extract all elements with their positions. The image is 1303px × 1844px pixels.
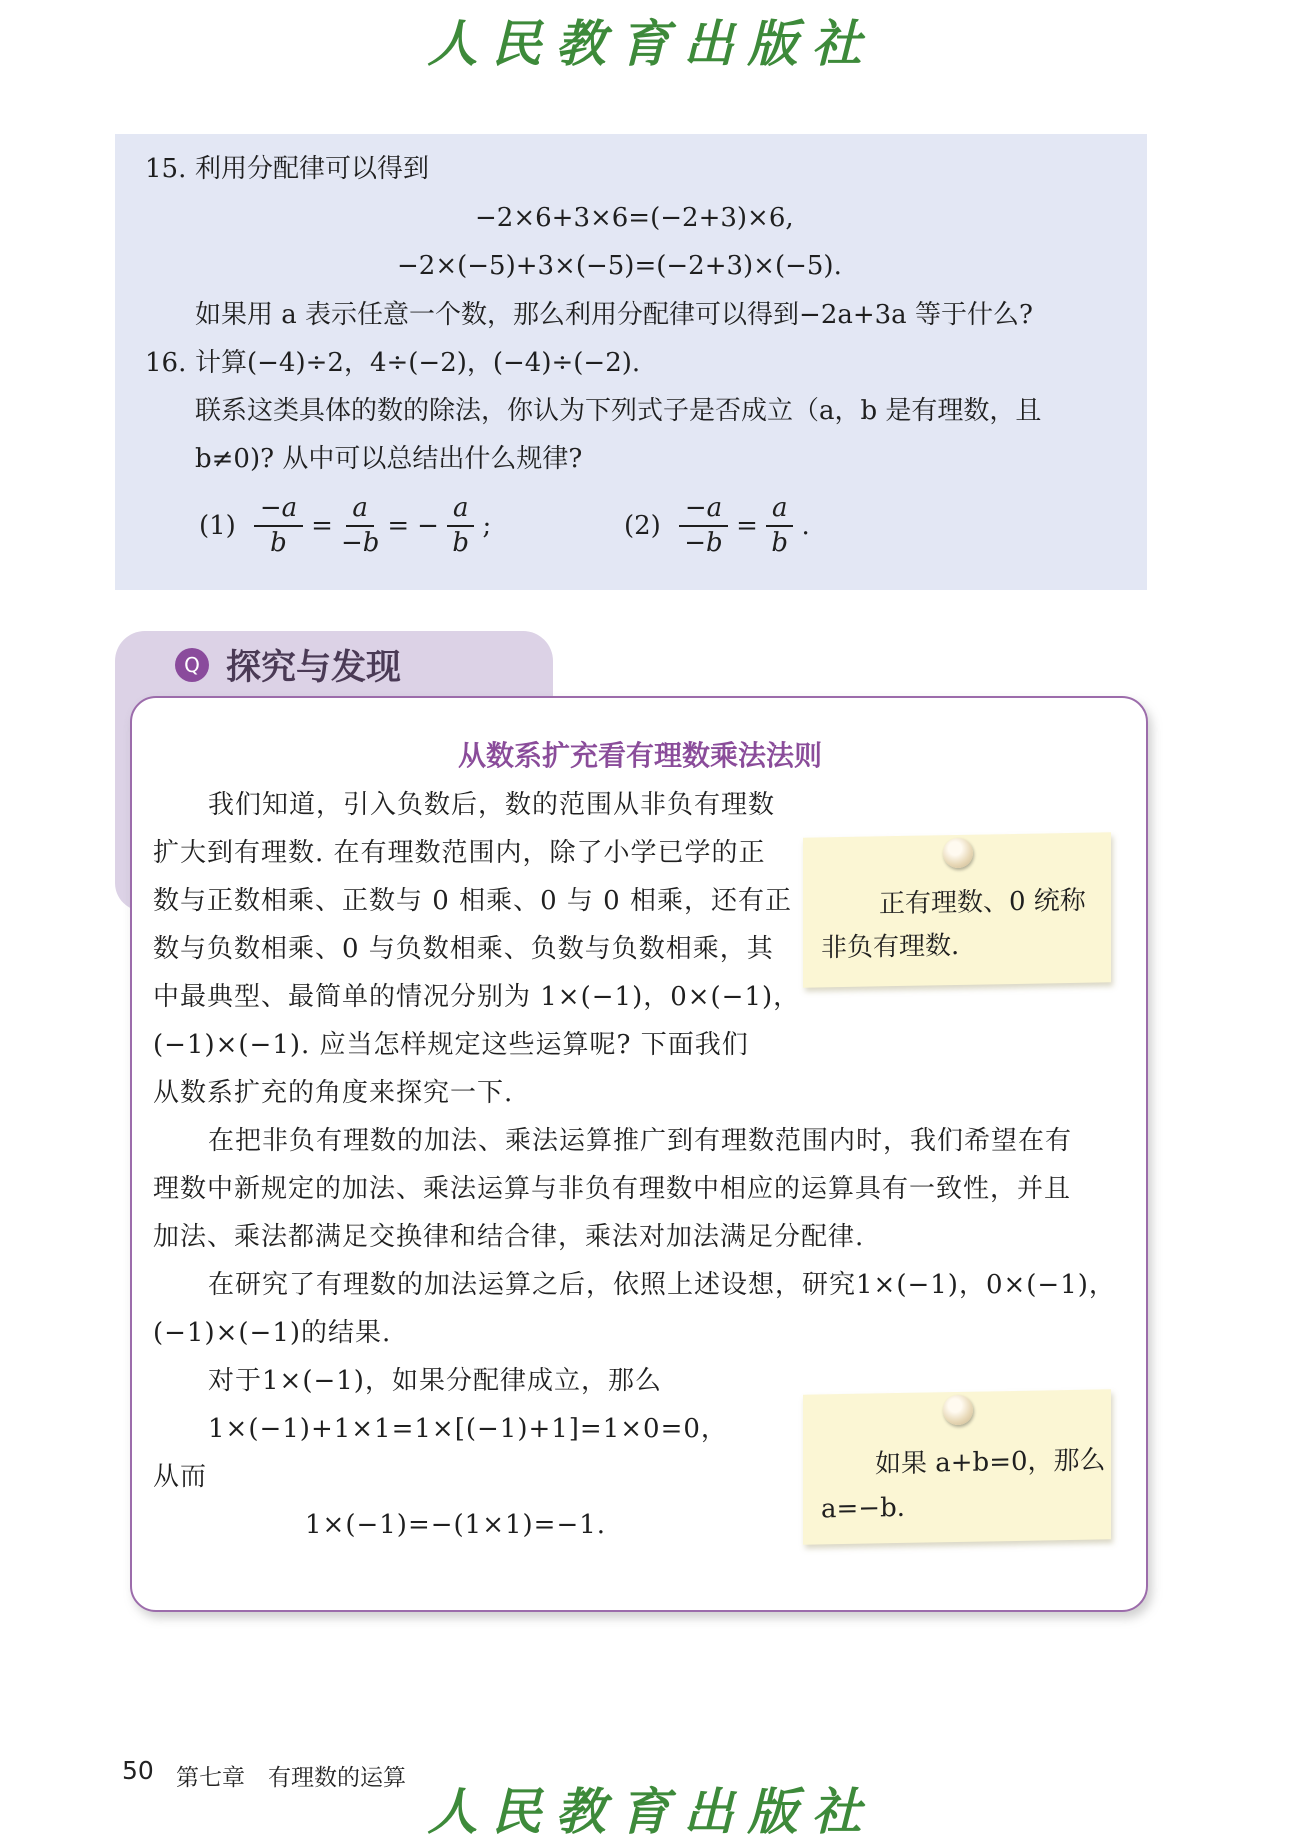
q16-formula-1: (1) $\frac{-a}{b}$ = $\frac{a}{-b}$ = − $\frac{a}{b}$ ; xyxy=(199,493,492,558)
fraction: $\frac{a}{-b}$ xyxy=(340,493,380,558)
q15-intro-line xyxy=(145,156,429,182)
exercise-box xyxy=(115,134,1147,590)
equation-line: 1×(−1)+1×1=1×[(−1)+1]=1×0=0， xyxy=(208,1414,728,1444)
paragraph-line: (−1)×(−1)的结果. xyxy=(153,1318,392,1348)
publisher-logo-bottom: 人民教育出版社 xyxy=(427,1782,876,1841)
paragraph-line: (−1)×(−1). 应当怎样规定这些运算呢? 下面我们 xyxy=(153,1030,749,1060)
paragraph-line: 扩大到有理数. 在有理数范围内，除了小学已学的正 xyxy=(153,838,766,868)
paragraph-line: 在研究了有理数的加法运算之后，依照上述设想，研究1×(−1)，0×(−1)， xyxy=(208,1270,1116,1300)
q16-number: 16. xyxy=(145,348,187,378)
q16-compute: 计算(−4)÷2，4÷(−2)，(−4)÷(−2). xyxy=(195,348,641,378)
q16-line-1 xyxy=(145,350,640,376)
chapter-title: 第七章 有理数的运算 xyxy=(176,1765,406,1791)
paragraph-line: 数与负数相乘、0 与负数相乘、负数与负数相乘，其 xyxy=(153,934,774,964)
paragraph-line: 数与正数相乘、正数与 0 相乘、0 与 0 相乘，还有正 xyxy=(153,886,792,916)
paragraph-line: 对于1×(−1)，如果分配律成立，那么 xyxy=(208,1366,662,1396)
fraction: $\frac{a}{b}$ xyxy=(766,494,794,557)
paragraph-line: 中最典型、最简单的情况分别为 1×(−1)，0×(−1)， xyxy=(153,982,801,1012)
paragraph-line: 在把非负有理数的加法、乘法运算推广到有理数范围内时，我们希望在有 xyxy=(208,1126,1073,1156)
note-1-line-1: 正有理数、0 统称 xyxy=(879,885,1086,920)
q15-number: 15. xyxy=(145,154,187,184)
pin-icon xyxy=(943,1395,973,1425)
publisher-logo-top: 人民教育出版社 xyxy=(427,14,876,73)
paragraph-line: 我们知道，引入负数后，数的范围从非负有理数 xyxy=(208,790,776,820)
card-title: 从数系扩充看有理数乘法法则 xyxy=(457,739,822,772)
paragraph-line: 从数系扩充的角度来探究一下. xyxy=(153,1078,514,1108)
paragraph-line: 从而 xyxy=(153,1462,208,1492)
q16-line-3: b≠0)? 从中可以总结出什么规律? xyxy=(195,444,583,474)
q15-equation-1: −2×6+3×6=(−2+3)×6, xyxy=(475,203,794,233)
note-2-line-1: 如果 a+b=0，那么 xyxy=(875,1445,1106,1480)
fraction: $\frac{a}{b}$ xyxy=(447,494,475,557)
q15-intro: 利用分配律可以得到 xyxy=(195,154,430,184)
formula-1-label: (1) xyxy=(199,510,236,541)
q16-formula-2: (2) $\frac{-a}{-b}$ = $\frac{a}{b}$ . xyxy=(624,493,810,558)
pin-icon xyxy=(943,838,973,868)
note-1-line-2: 非负有理数. xyxy=(821,930,960,964)
fraction: $\frac{-a}{b}$ xyxy=(254,494,303,557)
magnifier-icon: Q xyxy=(175,648,209,682)
q15-equation-2: −2×(−5)+3×(−5)=(−2+3)×(−5). xyxy=(397,251,842,281)
note-2-line-2: a=−b. xyxy=(821,1492,905,1525)
paragraph-line: 理数中新规定的加法、乘法运算与非负有理数中相应的运算具有一致性，并且 xyxy=(153,1174,1072,1204)
fraction: $\frac{-a}{-b}$ xyxy=(679,494,728,557)
q16-line-2: 联系这类具体的数的除法，你认为下列式子是否成立（a，b 是有理数，且 xyxy=(195,396,1042,426)
paragraph-line: 加法、乘法都满足交换律和结合律，乘法对加法满足分配律. xyxy=(153,1222,865,1252)
explore-title: 探究与发现 xyxy=(226,648,402,688)
page-number: 50 xyxy=(122,1756,154,1785)
formula-2-label: (2) xyxy=(624,510,661,541)
q15-question: 如果用 a 表示任意一个数，那么利用分配律可以得到−2a+3a 等于什么? xyxy=(195,300,1033,330)
equation-line: 1×(−1)=−(1×1)=−1. xyxy=(305,1510,607,1540)
